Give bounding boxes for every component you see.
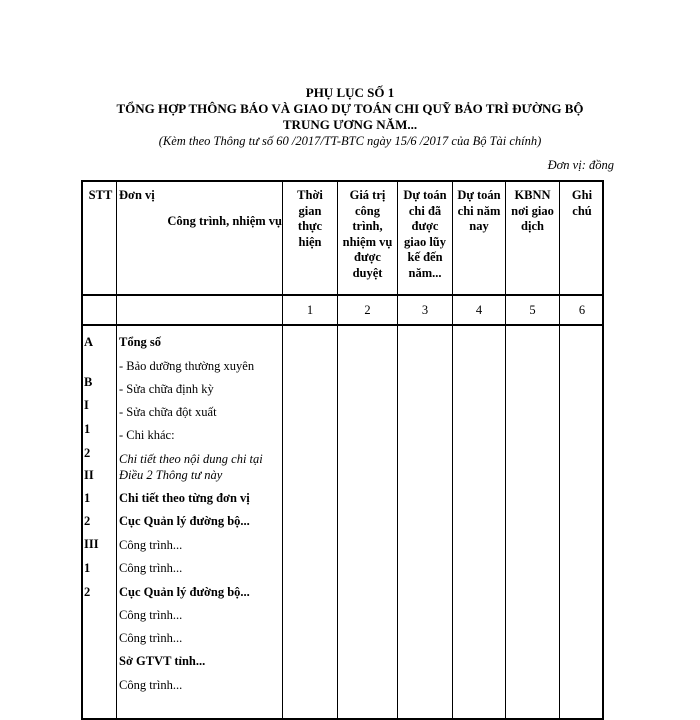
header-line: trình, — [352, 219, 383, 233]
item-label: Công trình... — [119, 561, 183, 575]
stt-label: 2 — [84, 514, 91, 528]
budget-table — [81, 180, 604, 720]
header-line: Dự toán — [403, 188, 447, 202]
stt-label: II — [84, 468, 94, 482]
header-stt: STT — [88, 188, 113, 202]
header-line: Thời — [297, 188, 323, 202]
item-label: Sở GTVT tỉnh... — [119, 654, 206, 668]
stt-label: 1 — [84, 561, 91, 575]
item-label: Tổng số — [119, 335, 162, 349]
item-label: Cục Quản lý đường bộ... — [119, 585, 250, 599]
item-label: - Bảo dưỡng thường xuyên — [119, 359, 255, 373]
header-kbnn — [506, 188, 559, 235]
header-line: duyệt — [352, 265, 383, 280]
column-divider — [505, 182, 506, 718]
document-title: TỔNG HỢP THÔNG BÁO VÀ GIAO DỰ TOÁN CHI QUỸ BẢO TRÌ ĐƯỜNG BỘ — [116, 101, 584, 116]
stt-label: III — [84, 537, 99, 551]
appendix-title: PHỤ LỤC SỐ 1 — [305, 85, 395, 100]
header-line: nơi giao — [511, 203, 554, 218]
header-line: năm... — [408, 265, 442, 280]
column-number: 5 — [529, 303, 536, 317]
stt-label: A — [84, 335, 94, 349]
header-line: được — [354, 250, 381, 264]
header-line: KBNN — [514, 188, 551, 202]
header-line: chú — [572, 203, 592, 218]
header-du-toan-giao — [398, 188, 452, 281]
item-label: Công trình... — [119, 631, 183, 645]
column-divider — [116, 182, 117, 718]
header-line: thực — [297, 219, 323, 233]
header-line: kế đến — [407, 250, 443, 264]
column-number: 2 — [364, 303, 371, 317]
stt-label: 1 — [84, 422, 91, 436]
header-line: Ghi — [571, 188, 593, 202]
item-label: - Sửa chữa định kỳ — [119, 382, 214, 396]
column-divider — [452, 182, 453, 718]
header-line: gian — [298, 203, 322, 218]
header-cong-trinh: Công trình, nhiệm vụ — [167, 214, 282, 228]
column-divider — [282, 182, 283, 718]
header-du-toan-nay — [453, 188, 505, 235]
item-label: Cục Quản lý đường bộ... — [119, 514, 250, 528]
column-number: 6 — [578, 303, 586, 317]
header-line: chi năm — [457, 203, 501, 218]
header-ghi-chu — [560, 188, 604, 219]
row-divider — [83, 324, 602, 326]
item-label: Chi tiết theo nội dung chi tại — [119, 452, 263, 466]
column-number: 1 — [306, 303, 314, 317]
item-label: Chi tiết theo từng đơn vị — [119, 491, 250, 505]
header-line: Giá trị — [349, 188, 386, 202]
column-number: 3 — [421, 303, 429, 317]
item-label: - Chi khác: — [119, 428, 175, 442]
header-line: nay — [469, 219, 489, 233]
header-line: công — [355, 203, 380, 218]
item-label: Điều 2 Thông tư này — [119, 468, 223, 482]
document-subtitle: (Kèm theo Thông tư số 60 /2017/TT-BTC ngày 15/6 /2017 của Bộ Tài chính) — [158, 134, 542, 148]
stt-label: 1 — [84, 491, 91, 505]
item-label: - Sửa chữa đột xuất — [119, 405, 217, 419]
header-line: dịch — [521, 219, 544, 233]
stt-label: 2 — [84, 446, 91, 460]
stt-label: 2 — [84, 585, 91, 599]
item-label: Công trình... — [119, 538, 183, 552]
item-label: Công trình... — [119, 608, 183, 622]
header-line: nhiệm vụ — [342, 234, 393, 249]
row-divider — [83, 294, 602, 296]
column-number: 4 — [475, 303, 483, 317]
header-line: giao lũy — [403, 234, 447, 249]
stt-label: I — [84, 398, 89, 412]
header-don-vi: Đơn vị — [119, 188, 155, 202]
document-title-line3: TRUNG ƯƠNG NĂM... — [282, 117, 418, 132]
currency-unit: Đơn vị: đồng — [547, 158, 614, 172]
item-label: Công trình... — [119, 678, 183, 692]
header-line: hiện — [298, 234, 322, 249]
header-line: được — [411, 219, 439, 233]
column-divider — [559, 182, 560, 718]
header-line: Dự toán — [457, 188, 501, 202]
header-thoi-gian — [283, 188, 337, 250]
stt-label: B — [84, 375, 93, 389]
header-gia-tri — [338, 188, 397, 281]
header-line: chi đã — [408, 203, 442, 218]
